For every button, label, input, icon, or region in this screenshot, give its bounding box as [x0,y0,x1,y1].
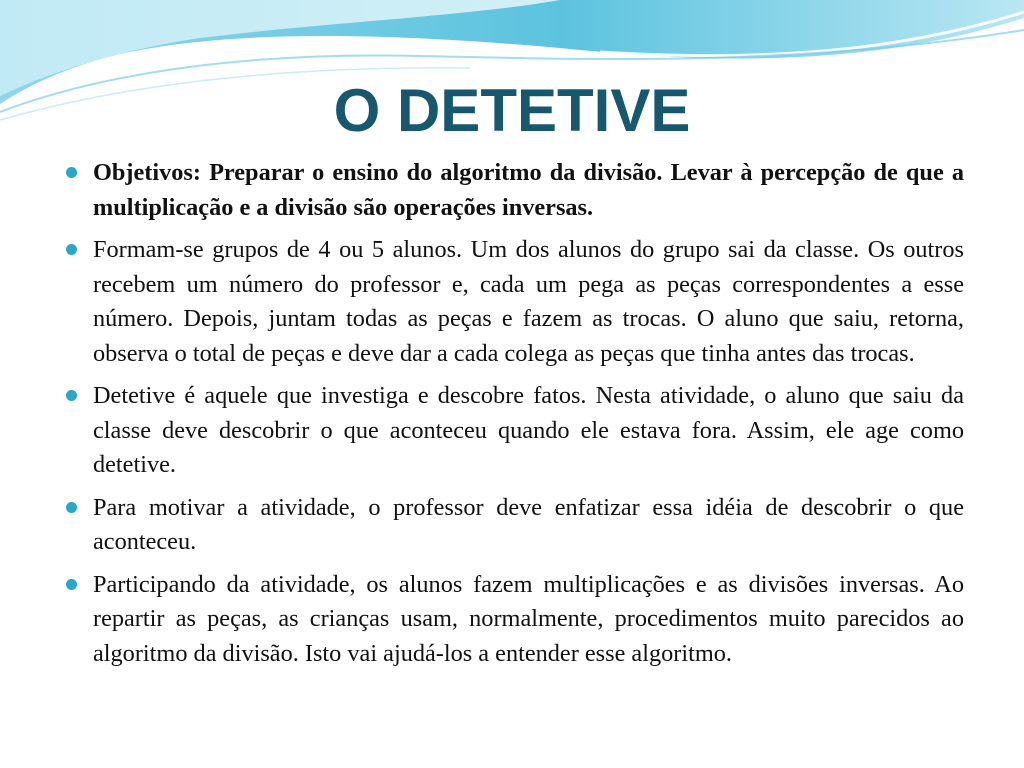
bullet-text: Para motivar a atividade, o professor deve enfatizar essa idéia de descobrir o que aconteceu. [93,493,964,555]
bullet-item [66,379,964,483]
bullet-dot-icon [66,502,77,513]
bullet-item [66,491,964,560]
bullet-dot-icon [66,244,77,255]
bullet-text: Objetivos: Preparar o ensino do algoritmo da divisão. Levar à percepção de que a multiplicação e a divisão são operações inversas. [93,159,964,221]
slide-title: O DETETIVE [333,77,691,144]
bullet-text: Participando da atividade, os alunos fazem multiplicações e as divisões inversas. Ao repartir as peças, as crianças usam, normalmente, procedimentos muito parecidos ao algoritmo da divisão. Isto vai ajudá-los a entender esse algoritmo. [93,570,964,667]
bullet-dot-icon [66,390,77,401]
bullet-item [66,156,964,225]
bullet-item [66,568,964,672]
bullet-list [66,156,964,679]
bullet-text: Formam-se grupos de 4 ou 5 alunos. Um dos alunos do grupo sai da classe. Os outros recebem um número do professor e, cada um pega as peças correspondentes a esse número. Depois, juntam todas as peças e fazem as trocas. O aluno que saiu, retorna, observa o total de peças e deve dar a cada colega as peças que tinha antes das trocas. [93,236,964,367]
bullet-dot-icon [66,167,77,178]
bullet-dot-icon [66,579,77,590]
bullet-text: Detetive é aquele que investiga e descobre fatos. Nesta atividade, o aluno que saiu da classe deve descobrir o que aconteceu quando ele estava fora. Assim, ele age como detetive. [93,382,964,478]
bullet-item [66,233,964,371]
